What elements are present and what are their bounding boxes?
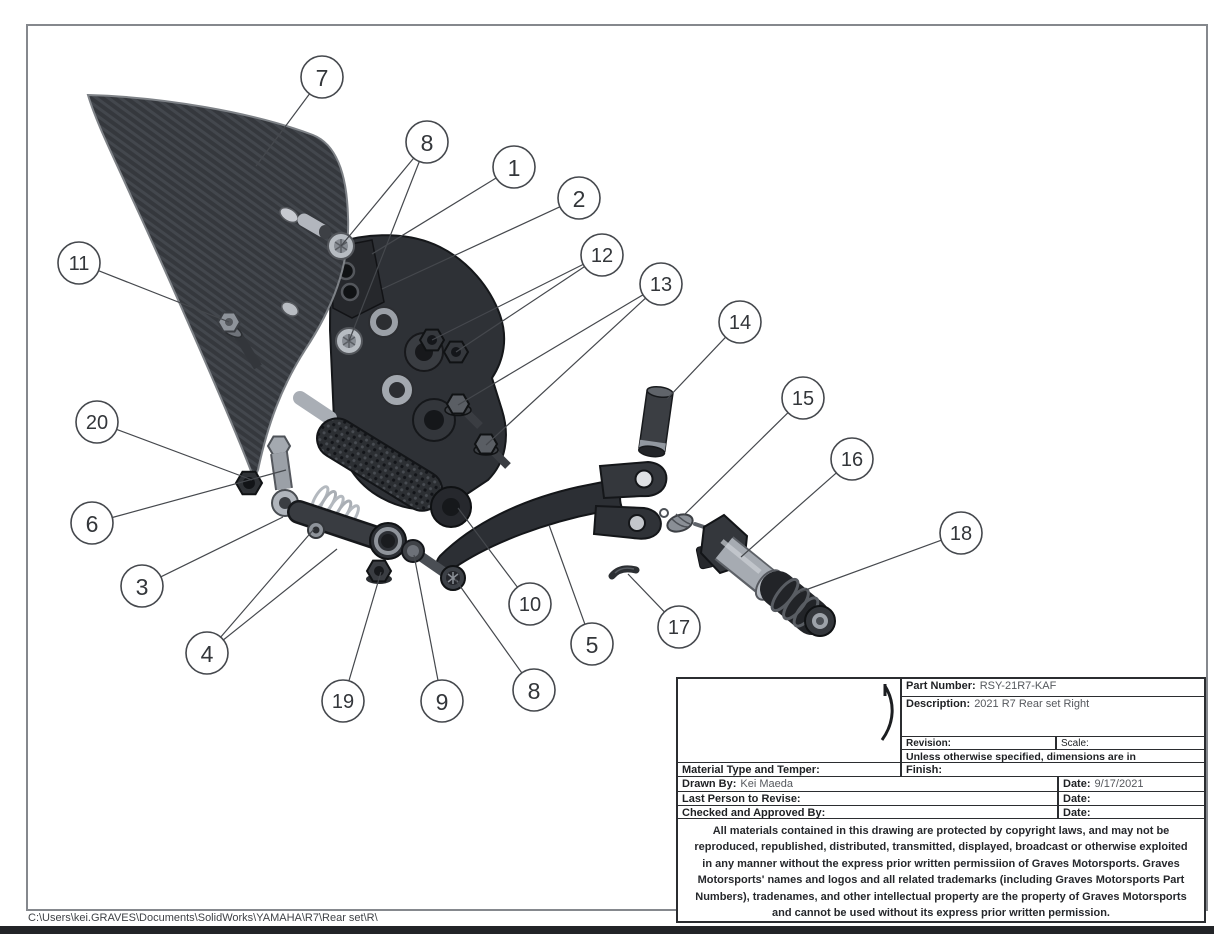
clevis-prong xyxy=(600,462,666,498)
title-block xyxy=(676,677,1206,923)
revise-date-label: Date: xyxy=(1063,793,1091,805)
balloon-number-11: 11 xyxy=(68,252,90,275)
balloon-number-2: 2 xyxy=(572,185,586,212)
balloon-leader-17 xyxy=(628,574,664,612)
balloon-leader-19 xyxy=(349,572,381,681)
scale-cell xyxy=(1055,737,1204,750)
balloon-leader-4 xyxy=(223,549,337,640)
file-path: C:\Users\kei.GRAVES\Documents\SolidWorks\YAMAHA\R7\Rear set\R\ xyxy=(28,912,378,924)
spring-clip-17 xyxy=(612,568,636,576)
logo-cell xyxy=(678,679,902,763)
revision-label: Revision: xyxy=(906,738,952,749)
drawn-date-label: Date: xyxy=(1063,778,1091,790)
drawn-by-cell xyxy=(678,777,1057,792)
finish-cell xyxy=(902,763,1204,777)
balloon-leader-20 xyxy=(117,429,252,480)
checked-date-cell xyxy=(1057,806,1204,819)
footpeg-bolt xyxy=(300,398,330,418)
scale-label: Scale: xyxy=(1061,738,1089,749)
description-label: Description: xyxy=(906,698,971,710)
bottom-window-edge xyxy=(0,926,1214,934)
checked-cell xyxy=(678,806,1057,819)
balloon-number-9: 9 xyxy=(435,688,449,715)
revision-cell xyxy=(902,737,1055,750)
balloon-number-12: 12 xyxy=(590,244,614,267)
balloon-number-10: 10 xyxy=(518,593,542,616)
units-note: Unless otherwise specified, dimensions are in xyxy=(906,751,1136,763)
bracket-hole xyxy=(342,284,358,300)
balloon-number-8: 8 xyxy=(527,677,541,704)
balloon-leader-13 xyxy=(486,298,646,445)
balloon-leader-5 xyxy=(549,525,585,624)
part-number-label: Part Number: xyxy=(906,680,976,692)
balloon-number-8: 8 xyxy=(420,129,434,156)
balloon-number-3: 3 xyxy=(135,573,149,600)
balloon-number-20: 20 xyxy=(85,411,109,434)
heel-guard-plate xyxy=(85,95,348,479)
balloon-leader-14 xyxy=(667,337,726,399)
balloon-number-18: 18 xyxy=(949,522,973,545)
drawn-date-value: 9/17/2021 xyxy=(1094,778,1144,790)
copyright-notice: All materials contained in this drawing are protected by copyright laws, and may not be reproduced, republished, distributed, transmitted, displayed, broadcast or otherwise exploited in any manner without the express prior written permissiion of Graves Motorsports. Graves Motorsports' names and logos and all related trademarks (including Graves Motorsports Part Numbers), tradenames, and other intellectual property are the property of Graves Motorsports and cannot be used without its express prior written permission. xyxy=(694,825,1188,920)
pushrod-boot-18 xyxy=(768,576,835,636)
part-number-value: RSY-21R7-KAF xyxy=(979,680,1057,692)
balloon-leader-16 xyxy=(741,473,836,557)
material-cell xyxy=(678,763,902,777)
revise-date-cell xyxy=(1057,792,1204,806)
drawn-date-cell xyxy=(1057,777,1204,792)
last-revise-cell xyxy=(678,792,1057,806)
balloon-number-7: 7 xyxy=(315,64,329,91)
balloon-number-5: 5 xyxy=(585,631,599,658)
balloon-number-1: 1 xyxy=(507,154,521,181)
balloon-number-17: 17 xyxy=(667,616,691,639)
checked-label: Checked and Approved By: xyxy=(682,807,826,819)
balloon-number-4: 4 xyxy=(200,640,214,667)
bracket-glyph xyxy=(877,682,899,744)
balloon-leader-1 xyxy=(372,178,496,254)
units-note-row xyxy=(902,750,1204,763)
drawn-by-value: Kei Maeda xyxy=(740,778,793,790)
balloon-leader-6 xyxy=(112,470,286,518)
finish-label: Finish: xyxy=(906,764,943,776)
clevis-prong xyxy=(594,506,661,539)
balloon-leader-18 xyxy=(800,540,941,592)
balloon-number-19: 19 xyxy=(331,690,355,713)
balloon-number-6: 6 xyxy=(85,510,99,537)
wave-washer-15 xyxy=(660,509,710,535)
balloon-leader-8 xyxy=(341,158,414,246)
last-revise-label: Last Person to Revise: xyxy=(682,793,801,805)
checked-date-label: Date: xyxy=(1063,807,1091,819)
description-row xyxy=(902,697,1204,737)
balloon-number-13: 13 xyxy=(649,273,673,296)
balloon-number-15: 15 xyxy=(791,387,815,410)
balloon-number-16: 16 xyxy=(840,448,864,471)
linkage-arm xyxy=(299,512,406,559)
description-value: 2021 R7 Rear set Right xyxy=(974,698,1090,710)
drawn-by-label: Drawn By: xyxy=(682,778,737,790)
collar-spacer-14 xyxy=(638,385,673,458)
part-number-row xyxy=(902,679,1204,697)
balloon-number-14: 14 xyxy=(728,311,752,334)
balloon-leader-3 xyxy=(161,517,283,577)
balloon-leader-15 xyxy=(684,413,788,515)
balloon-leader-4 xyxy=(221,529,314,637)
material-label: Material Type and Temper: xyxy=(682,764,820,776)
balloon-leader-9 xyxy=(414,555,438,680)
